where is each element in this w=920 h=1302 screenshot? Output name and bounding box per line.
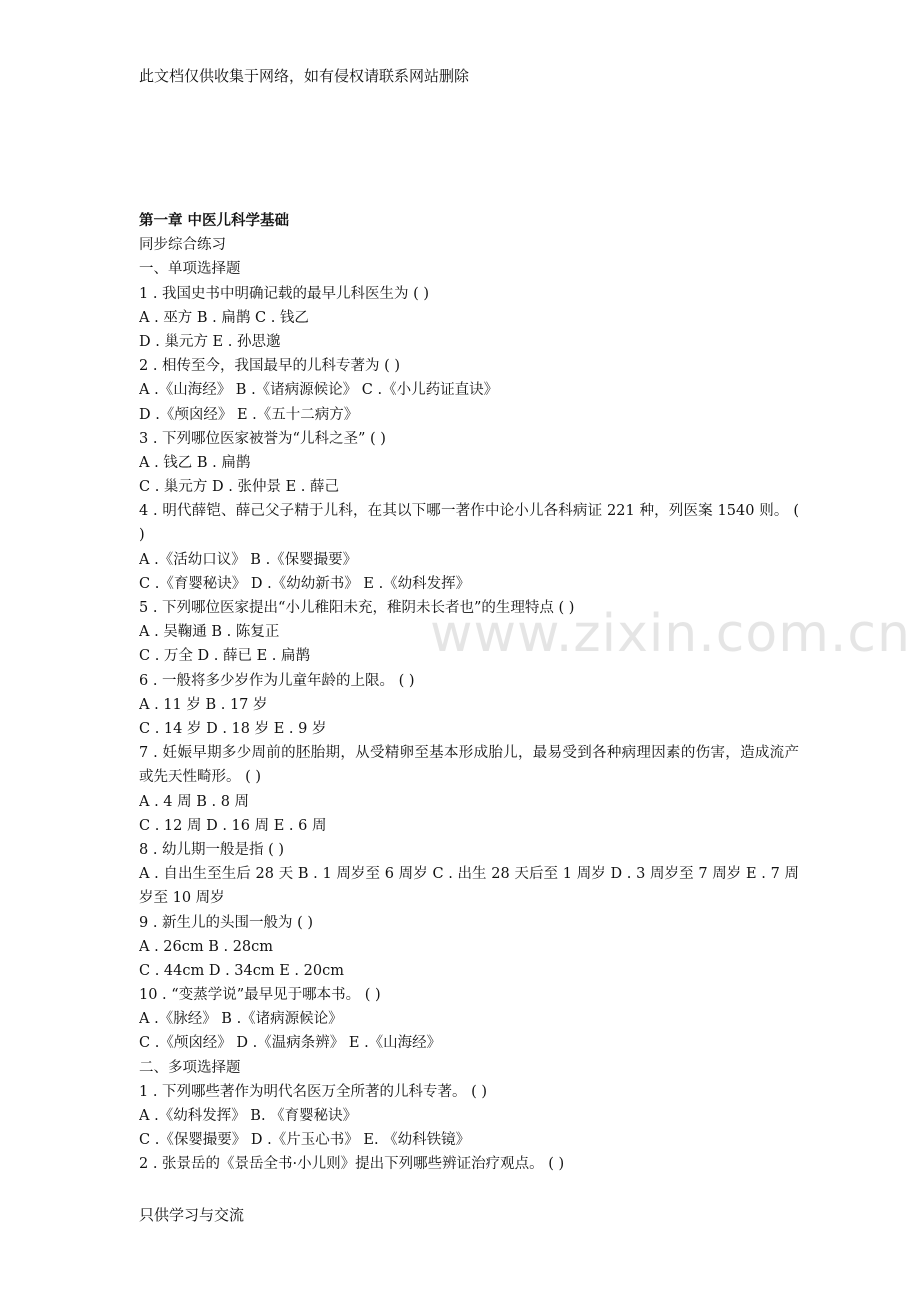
text-line: 9 . 新生儿的头围一般为 ( ) — [139, 914, 314, 931]
footer-note: 只供学习与交流 — [139, 1206, 245, 1224]
text-line: A . 吴鞠通 B . 陈复正 — [139, 624, 280, 641]
text-line: A . 26cm B . 28cm — [139, 938, 274, 955]
watermark: www.zixin.com.cn — [430, 604, 911, 664]
text-line: A .《脉经》 B .《诸病源候论》 — [139, 1011, 343, 1028]
text-line: A . 11 岁 B . 17 岁 — [139, 696, 268, 713]
chapter-title: 第一章 中医儿科学基础 — [139, 213, 290, 229]
text-line: 6 . 一般将多少岁作为儿童年龄的上限。 ( ) — [139, 672, 415, 689]
text-line: C . 44cm D . 34cm E . 20cm — [139, 962, 344, 979]
text-line: A .《幼科发挥》 B. 《育婴秘诀》 — [139, 1108, 358, 1125]
text-line: C . 12 周 D . 16 周 E . 6 周 — [139, 817, 327, 834]
text-line: 1 . 我国史书中明确记载的最早儿科医生为 ( ) — [139, 285, 430, 302]
text-line: 2 . 相传至今，我国最早的儿科专著为 ( ) — [139, 358, 401, 375]
text-line: 7 . 妊娠早期多少周前的胚胎期，从受精卵至基本形成胎儿，最易受到各种病理因素的伤害，造成流产或先天性畸形。 ( ) — [139, 745, 799, 786]
text-line: 3 . 下列哪位医家被誉为“儿科之圣” ( ) — [139, 430, 386, 447]
text-line: 2 . 张景岳的《景岳全书·小儿则》提出下列哪些辨证治疗观点。 ( ) — [139, 1156, 565, 1173]
text-line: 8 . 幼儿期一般是指 ( ) — [139, 841, 285, 858]
text-line: C .《颅囟经》 D .《温病条辨》 E .《山海经》 — [139, 1035, 442, 1052]
text-line: C .《保婴撮要》 D .《片玉心书》 E. 《幼科铁镜》 — [139, 1132, 471, 1149]
text-line: 1 . 下列哪些著作为明代名医万全所著的儿科专著。 ( ) — [139, 1083, 488, 1100]
text-line: C . 巢元方 D . 张仲景 E . 薛己 — [139, 479, 340, 496]
text-line: C . 万全 D . 薛已 E . 扁鹊 — [139, 648, 311, 665]
text-line: A .《活幼口议》 B .《保婴撮要》 — [139, 551, 358, 568]
text-line: 一、单项选择题 — [139, 261, 241, 278]
text-line: 4 . 明代薛铠、薛己父子精于儿科，在其以下哪一著作中论小儿各科病证 221 种，列医案 1540 则。 ( ) — [139, 503, 799, 544]
text-line: 5 . 下列哪位医家提出“小儿稚阳未充，稚阴未长者也”的生理特点 ( ) — [139, 600, 575, 617]
document-body — [139, 209, 799, 1177]
text-line: A . 钱乙 B . 扁鹊 — [139, 454, 251, 471]
text-line: A . 自出生至生后 28 天 B . 1 周岁至 6 周岁 C . 出生 28 天后至 1 周岁 D . 3 周岁至 7 周岁 E . 7 周岁至 10 周岁 — [139, 866, 799, 907]
text-line: A .《山海经》 B .《诸病源候论》 C .《小儿药证直诀》 — [139, 382, 499, 399]
text-line: 二、多项选择题 — [139, 1059, 241, 1076]
header-note: 此文档仅供收集于网络，如有侵权请联系网站删除 — [139, 67, 470, 85]
text-line: C .《育婴秘诀》 D .《幼幼新书》 E .《幼科发挥》 — [139, 575, 471, 592]
text-line: A . 4 周 B . 8 周 — [139, 793, 250, 810]
text-line: A . 巫方 B . 扁鹊 C . 钱乙 — [139, 309, 309, 326]
text-line: D .《颅囟经》 E .《五十二病方》 — [139, 406, 359, 423]
text-line: 10 . “变蒸学说”最早见于哪本书。 ( ) — [139, 987, 381, 1004]
text-line: D . 巢元方 E . 孙思邈 — [139, 333, 281, 350]
text-line: 同步综合练习 — [139, 237, 226, 254]
text-line: C . 14 岁 D . 18 岁 E . 9 岁 — [139, 720, 327, 737]
